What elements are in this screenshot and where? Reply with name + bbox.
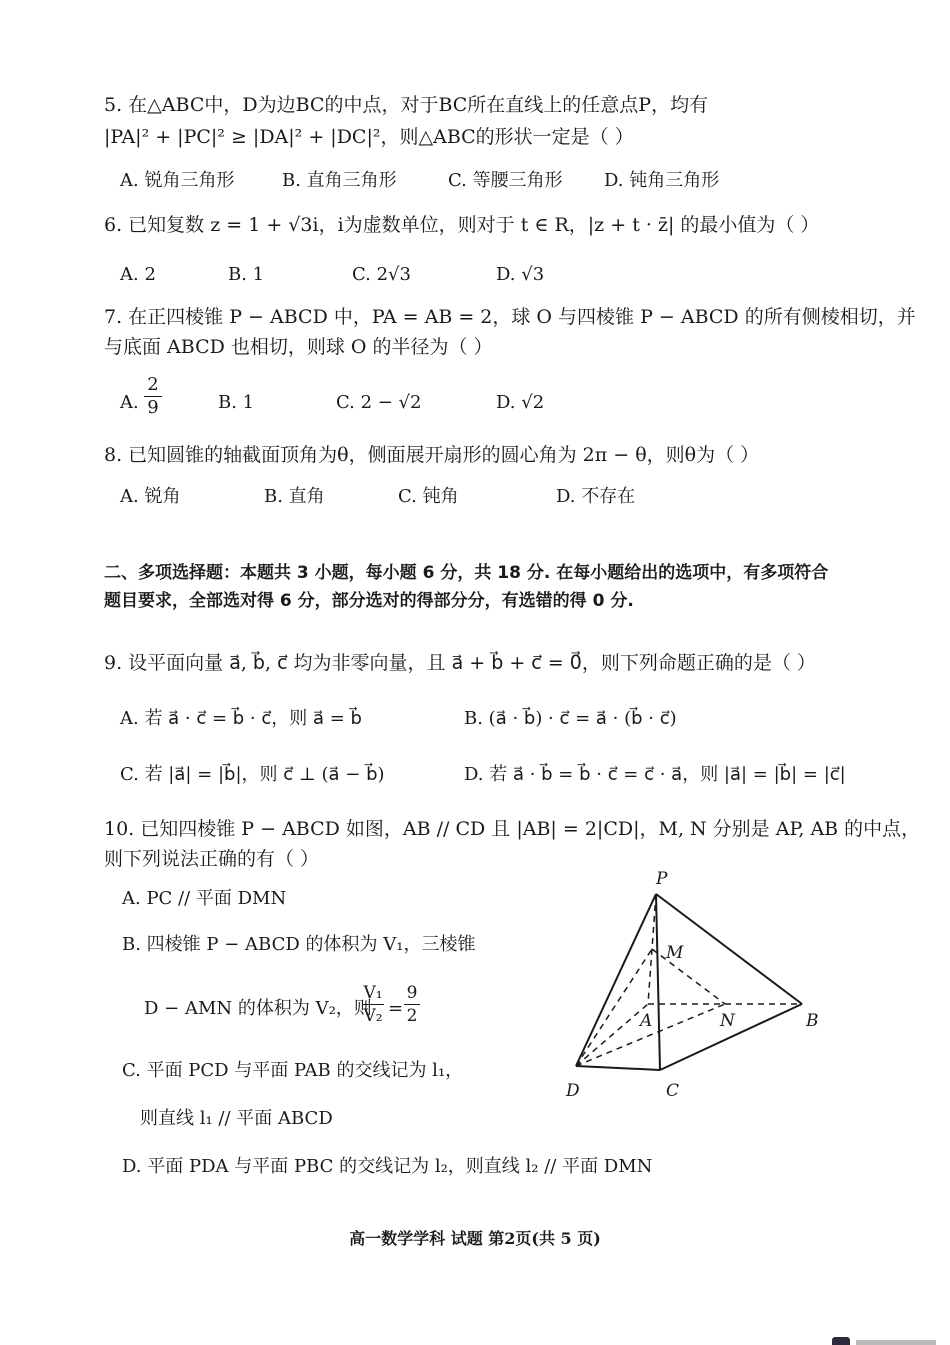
q5-stem-line1: 5. 在△ABC中，D为边BC的中点，对于BC所在直线上的任意点P，均有 [104, 94, 709, 116]
q10-option-a: A. PC // 平面 DMN [122, 888, 287, 909]
pyramid-figure [560, 860, 850, 1110]
q8-option-d: D. 不存在 [556, 486, 636, 507]
q10-option-b-nine: 9 [404, 982, 420, 1005]
q8-option-c: C. 钝角 [398, 486, 459, 507]
q5-option-c: C. 等腰三角形 [448, 170, 563, 191]
q9-option-a: A. 若 a⃗ · c⃗ = b⃗ · c⃗，则 a⃗ = b⃗ [120, 708, 362, 729]
section2-line2: 题目要求，全部选对得 6 分，部分选对的得部分分，有选错的得 0 分. [104, 591, 634, 611]
label-b: B [806, 1011, 819, 1031]
section2-line1: 二、多项选择题：本题共 3 小题，每小题 6 分，共 18 分. 在每小题给出的选项中，有多项符合 [104, 563, 829, 583]
q7-stem-line1: 7. 在正四棱锥 P − ABCD 中，PA = AB = 2，球 O 与四棱锥 P − ABCD 的所有侧棱相切，并 [104, 306, 916, 328]
q5-option-b: B. 直角三角形 [282, 170, 397, 191]
q7-option-d: D. √2 [496, 392, 545, 413]
q5-stem-line2: |PA|² + |PC|² ≥ |DA|² + |DC|²，则△ABC的形状一定是（ ） [104, 126, 634, 148]
q5-option-d: D. 钝角三角形 [604, 170, 720, 191]
label-n: N [720, 1011, 735, 1031]
q6-stem: 6. 已知复数 z = 1 + √3i，i为虚数单位，则对于 t ∈ R，|z + t · z̄| 的最小值为（ ） [104, 214, 820, 236]
q10-option-b-v2: V₂ [363, 1006, 383, 1026]
label-a: A [640, 1011, 653, 1031]
q10-option-b-two: 2 [406, 1006, 418, 1026]
label-p: P [656, 869, 668, 889]
q7-stem-line2: 与底面 ABCD 也相切，则球 O 的半径为（ ） [104, 336, 493, 358]
q7-option-a-label: A. [120, 392, 139, 413]
q6-option-d: D. √3 [496, 264, 545, 285]
q7-option-a-denominator: 9 [147, 397, 159, 418]
q10-option-b-line2: D − AMN 的体积为 V₂，则 [144, 998, 372, 1019]
q8-option-a: A. 锐角 [120, 486, 181, 507]
q8-stem: 8. 已知圆锥的轴截面顶角为θ，侧面展开扇形的圆心角为 2π − θ，则θ为（ ） [104, 444, 760, 466]
edge-da [576, 1004, 648, 1066]
q6-option-a: A. 2 [120, 264, 156, 285]
q10-option-c-line2: 则直线 l₁ // 平面 ABCD [140, 1108, 333, 1129]
q6-option-c: C. 2√3 [352, 264, 411, 285]
q8-option-b: B. 直角 [264, 486, 325, 507]
watermark-text-fragment [856, 1340, 936, 1345]
q5-option-a: A. 锐角三角形 [120, 170, 235, 191]
q10-stem-line1: 10. 已知四棱锥 P − ABCD 如图，AB // CD 且 |AB| = 2|CD|，M, N 分别是 AP, AB 的中点， [104, 818, 921, 840]
q10-option-b-fraction-right [404, 982, 420, 1027]
watermark-logo-icon [832, 1337, 850, 1345]
q10-option-d: D. 平面 PDA 与平面 PBC 的交线记为 l₂，则直线 l₂ // 平面 DMN [122, 1156, 653, 1177]
edge-dc [576, 1066, 660, 1070]
q10-option-c-line1: C. 平面 PCD 与平面 PAB 的交线记为 l₁， [122, 1060, 464, 1081]
corner-watermark [820, 1331, 950, 1345]
label-d: D [566, 1081, 580, 1101]
pyramid-solid-edges [576, 894, 802, 1070]
q10-option-b-line1: B. 四棱锥 P − ABCD 的体积为 V₁，三棱锥 [122, 934, 476, 955]
q10-option-b-equals: = [388, 998, 404, 1019]
label-m: M [666, 943, 684, 963]
label-c: C [666, 1081, 680, 1101]
edge-pd [576, 894, 656, 1066]
q10-option-b-v1: V₁ [363, 983, 383, 1003]
q7-option-a-fraction [144, 374, 162, 419]
edge-dm [576, 949, 652, 1066]
edge-mn [652, 949, 725, 1004]
q6-option-b: B. 1 [228, 264, 265, 285]
q7-option-a-numerator: 2 [144, 374, 162, 397]
q7-option-c: C. 2 − √2 [336, 392, 422, 413]
edge-pc [656, 894, 660, 1070]
q9-option-c: C. 若 |a⃗| = |b⃗|，则 c⃗ ⊥ (a⃗ − b⃗) [120, 764, 385, 785]
page-footer: 高一数学学科 试题 第2页(共 5 页) [349, 1229, 601, 1248]
q10-stem-line2: 则下列说法正确的有（ ） [104, 848, 320, 870]
q9-stem: 9. 设平面向量 a⃗, b⃗, c⃗ 均为非零向量，且 a⃗ + b⃗ + c⃗ = 0⃗，则下列命题正确的是（ ） [104, 652, 816, 674]
q7-option-b: B. 1 [218, 392, 255, 413]
q10-option-b-fraction-left [362, 982, 384, 1027]
q9-option-d: D. 若 a⃗ · b⃗ = b⃗ · c⃗ = c⃗ · a⃗，则 |a⃗| = |b⃗| = |c⃗| [464, 764, 846, 785]
q9-option-b: B. (a⃗ · b⃗) · c⃗ = a⃗ · (b⃗ · c⃗) [464, 708, 677, 729]
